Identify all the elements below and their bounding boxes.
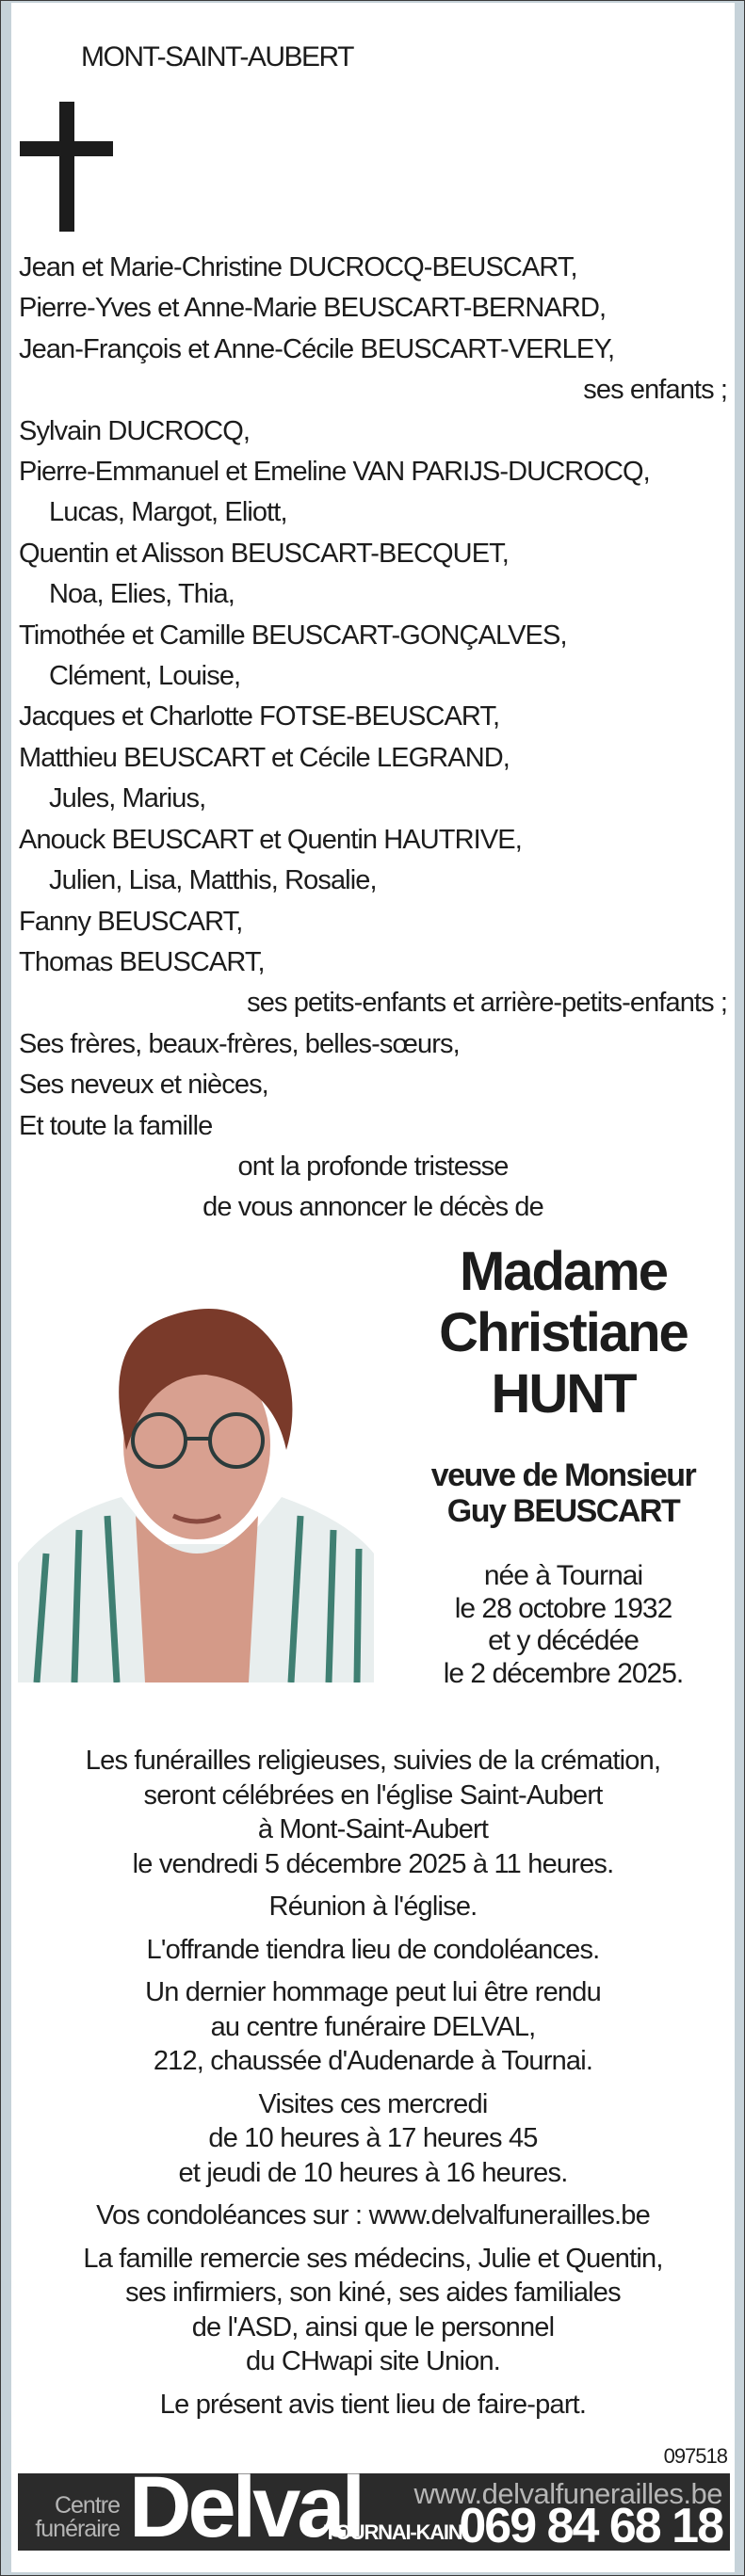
family-line: Jean-François et Anne-Cécile BEUSCART-VERLEY, [19, 333, 615, 364]
family-line: Ses frères, beaux-frères, belles-sœurs, [19, 1028, 460, 1059]
details-line: seront célébrées en l'église Saint-Aubert [143, 1779, 603, 1811]
family-line: de vous annoncer le décès de [202, 1192, 543, 1223]
family-line: Fanny BEUSCART, [19, 906, 243, 937]
details-line: de 10 heures à 17 heures 45 [208, 2123, 538, 2153]
details-paragraph [11, 2198, 735, 2233]
funeraire-label: funéraire [35, 2516, 120, 2542]
cross-vertical-bar [59, 102, 74, 232]
birth-death-dates [396, 1560, 731, 1690]
details-line: de l'ASD, ainsi que le personnel [191, 2311, 555, 2343]
reference-number: 097518 [663, 2444, 727, 2468]
centre-funeraire-label [24, 2494, 120, 2541]
family-line: ses petits-enfants et arrière-petits-enfants ; [247, 988, 727, 1019]
details-line: Un dernier hommage peut lui être rendu [145, 1977, 601, 2007]
funeral-home-banner [18, 2473, 730, 2551]
family-line: Ses neveux et nièces, [19, 1070, 268, 1101]
details-line: à Mont-Saint-Aubert [257, 1814, 489, 1844]
details-line: 212, chaussée d'Audenarde à Tournai. [153, 2046, 593, 2076]
family-line: Pierre-Yves et Anne-Marie BEUSCART-BERNARD, [19, 293, 607, 324]
details-line: Réunion à l'église. [268, 1892, 478, 1922]
details-line: Visites ces mercredi [258, 2088, 488, 2119]
website-link[interactable]: www.delvalfunerailles.be [413, 2477, 722, 2510]
brand-logo: Delval [129, 2473, 363, 2551]
family-line: Matthieu BEUSCART et Cécile LEGRAND, [19, 742, 510, 773]
name-line: Christiane [439, 1302, 688, 1363]
details-paragraph [11, 2242, 735, 2379]
portrait-photo [18, 1280, 374, 1682]
date-line: le 2 décembre 2025. [443, 1657, 684, 1689]
details-paragraph [11, 1975, 735, 2079]
details-line: et jeudi de 10 heures à 16 heures. [178, 2157, 568, 2188]
family-line: Noa, Elies, Thia, [49, 579, 235, 610]
family-line: Timothée et Camille BEUSCART-GONÇALVES, [19, 620, 567, 651]
details-line: Les funérailles religieuses, suivies de la crémation, [85, 1746, 661, 1776]
funeral-details [11, 1744, 735, 2430]
widow-line: Guy BEUSCART [446, 1493, 680, 1529]
name-line: Madame [459, 1241, 668, 1302]
details-paragraph [11, 2388, 735, 2423]
family-line: Clément, Louise, [49, 661, 241, 692]
phone-number: 069 84 68 18 [459, 2499, 722, 2551]
cross-horizontal-bar [20, 141, 113, 156]
family-line: Thomas BEUSCART, [19, 946, 265, 977]
family-line: Sylvain DUCROCQ, [19, 415, 251, 446]
family-line: Et toute la famille [19, 1110, 213, 1141]
centre-label: Centre [54, 2492, 120, 2519]
date-line: née à Tournai [483, 1560, 643, 1591]
details-line: Le présent avis tient lieu de faire-part. [159, 2389, 587, 2420]
family-line: ont la profonde tristesse [237, 1151, 509, 1182]
family-line: ses enfants ; [583, 375, 727, 406]
place-heading: MONT-SAINT-AUBERT [81, 41, 353, 72]
details-line: le vendredi 5 décembre 2025 à 11 heures. [132, 1848, 614, 1879]
family-line: Anouck BEUSCART et Quentin HAUTRIVE, [19, 824, 522, 855]
details-line: ses infirmiers, son kiné, ses aides familiales [125, 2278, 621, 2308]
family-line: Jean et Marie-Christine DUCROCQ-BEUSCART, [19, 252, 577, 282]
widow-line: veuve de Monsieur [430, 1457, 696, 1493]
details-line: du CHwapi site Union. [245, 2346, 501, 2376]
details-paragraph [11, 1890, 735, 1924]
details-paragraph [11, 2087, 735, 2191]
details-paragraph [11, 1744, 735, 1881]
town-label: TOURNAI-KAIN [324, 2520, 462, 2544]
family-line: Jacques et Charlotte FOTSE-BEUSCART, [19, 701, 500, 733]
family-line: Pierre-Emmanuel et Emeline VAN PARIJS-DUCROCQ, [19, 457, 650, 488]
date-line: le 28 octobre 1932 [454, 1592, 672, 1624]
widow-of [396, 1457, 731, 1529]
family-line: Julien, Lisa, Matthis, Rosalie, [49, 865, 377, 896]
family-line: Quentin et Alisson BEUSCART-BECQUET, [19, 538, 509, 569]
family-line: Jules, Marius, [49, 783, 206, 814]
name-line: HUNT [491, 1363, 636, 1425]
family-list [19, 248, 727, 1229]
deceased-name [396, 1241, 731, 1425]
details-line: au centre funéraire DELVAL, [210, 2011, 536, 2042]
details-line: Vos condoléances sur : www.delvalfunerailles.be [96, 2200, 650, 2230]
details-line: La famille remercie ses médecins, Julie et Quentin, [83, 2243, 663, 2274]
details-paragraph [11, 1933, 735, 1968]
details-line: L'offrande tiendra lieu de condoléances. [146, 1934, 600, 1965]
date-line: et y décédée [488, 1625, 639, 1656]
family-line: Lucas, Margot, Eliott, [49, 497, 287, 528]
